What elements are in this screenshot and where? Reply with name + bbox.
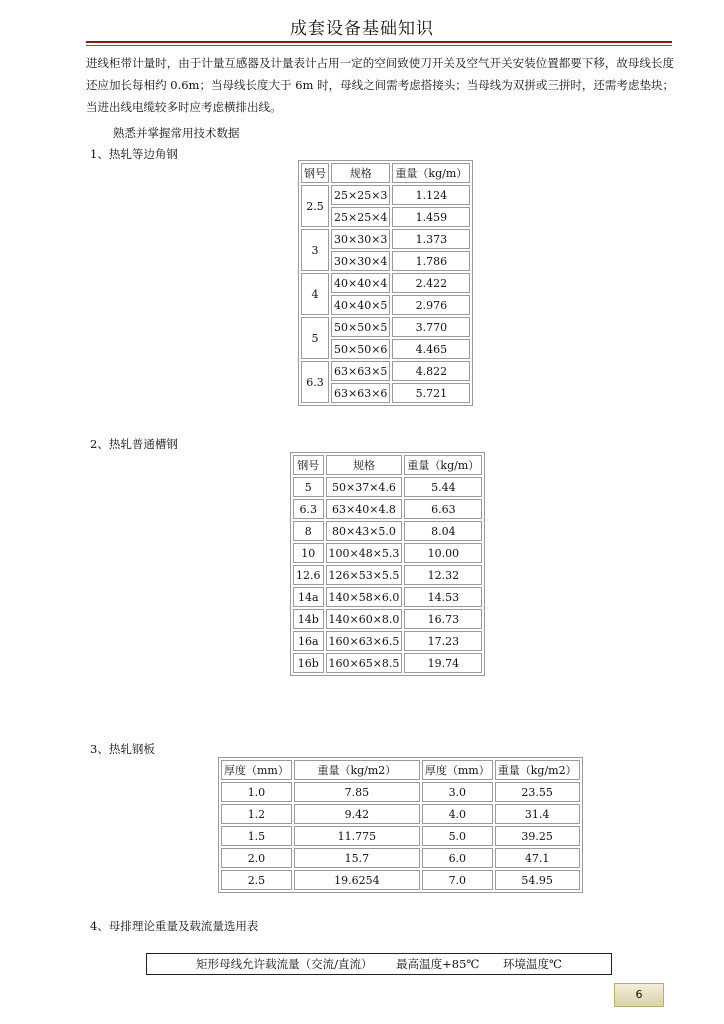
section3-title: 3、热轧钢板 — [90, 742, 155, 756]
column-header: 厚度（mm） — [422, 760, 493, 780]
table-row — [293, 631, 482, 651]
weight-cell: 14.53 — [404, 587, 482, 607]
weight-cell: 3.770 — [392, 317, 470, 337]
weight-cell: 19.74 — [404, 653, 482, 673]
header-rule-thin — [86, 45, 672, 46]
thickness-cell: 4.0 — [422, 804, 493, 824]
column-header: 钢号 — [301, 163, 329, 183]
spec-cell: 100×48×5.3 — [326, 543, 403, 563]
spec-cell: 50×37×4.6 — [326, 477, 403, 497]
weight-cell: 9.42 — [294, 804, 420, 824]
steel-number-cell: 10 — [293, 543, 324, 563]
weight-cell: 7.85 — [294, 782, 420, 802]
header-rule — [86, 41, 672, 43]
weight-cell: 8.04 — [404, 521, 482, 541]
weight-cell: 1.373 — [392, 229, 470, 249]
table-header-row — [301, 163, 470, 183]
weight-cell: 2.976 — [392, 295, 470, 315]
column-header: 重量（kg/m2） — [495, 760, 580, 780]
weight-cell: 31.4 — [495, 804, 580, 824]
weight-cell: 4.465 — [392, 339, 470, 359]
busbar-header-ampacity: 矩形母线允许载流量（交流/直流） — [196, 957, 373, 971]
table-row — [221, 782, 580, 802]
weight-cell: 16.73 — [404, 609, 482, 629]
busbar-header-max-temp: 最高温度+85℃ — [396, 957, 480, 971]
thickness-cell: 2.0 — [221, 848, 292, 868]
table-row — [301, 185, 470, 205]
weight-cell: 23.55 — [495, 782, 580, 802]
weight-cell: 5.44 — [404, 477, 482, 497]
table-header-row — [293, 455, 482, 475]
weight-cell: 5.721 — [392, 383, 470, 403]
thickness-cell: 1.5 — [221, 826, 292, 846]
column-header: 钢号 — [293, 455, 324, 475]
table-row — [221, 848, 580, 868]
weight-cell: 39.25 — [495, 826, 580, 846]
busbar-header-ambient-temp: 环境温度℃ — [502, 957, 562, 971]
column-header: 厚度（mm） — [221, 760, 292, 780]
steel-plate-table — [218, 757, 583, 893]
steel-number-cell: 6.3 — [293, 499, 324, 519]
table-row — [221, 804, 580, 824]
column-header: 重量（kg/m） — [392, 163, 470, 183]
table-row — [293, 587, 482, 607]
steel-number-cell: 12.6 — [293, 565, 324, 585]
steel-number-cell: 6.3 — [301, 361, 329, 403]
weight-cell: 11.775 — [294, 826, 420, 846]
weight-cell: 1.786 — [392, 251, 470, 271]
thickness-cell: 1.2 — [221, 804, 292, 824]
page-header-title: 成套设备基础知识 — [290, 19, 434, 39]
table-row — [293, 521, 482, 541]
spec-cell: 140×58×6.0 — [326, 587, 403, 607]
table-row — [293, 477, 482, 497]
steel-number-cell: 16a — [293, 631, 324, 651]
spec-cell: 25×25×3 — [331, 185, 390, 205]
thickness-cell: 1.0 — [221, 782, 292, 802]
table-row — [293, 609, 482, 629]
spec-cell: 140×60×8.0 — [326, 609, 403, 629]
spec-cell: 63×63×6 — [331, 383, 390, 403]
table-row — [293, 565, 482, 585]
weight-cell: 15.7 — [294, 848, 420, 868]
subheading: 熟悉并掌握常用技术数据 — [113, 126, 240, 140]
table-row — [293, 543, 482, 563]
spec-cell: 30×30×3 — [331, 229, 390, 249]
weight-cell: 1.459 — [392, 207, 470, 227]
column-header: 重量（kg/m） — [404, 455, 482, 475]
column-header: 规格 — [326, 455, 403, 475]
thickness-cell: 3.0 — [422, 782, 493, 802]
weight-cell: 54.95 — [495, 870, 580, 890]
weight-cell: 17.23 — [404, 631, 482, 651]
weight-cell: 12.32 — [404, 565, 482, 585]
steel-number-cell: 5 — [293, 477, 324, 497]
angle-steel-table — [298, 160, 473, 406]
steel-number-cell: 3 — [301, 229, 329, 271]
spec-cell: 63×40×4.8 — [326, 499, 403, 519]
spec-cell: 25×25×4 — [331, 207, 390, 227]
steel-number-cell: 8 — [293, 521, 324, 541]
table-row — [221, 870, 580, 890]
weight-cell: 4.822 — [392, 361, 470, 381]
steel-number-cell: 16b — [293, 653, 324, 673]
column-header: 规格 — [331, 163, 390, 183]
weight-cell: 19.6254 — [294, 870, 420, 890]
section2-title: 2、热轧普通槽钢 — [90, 437, 178, 451]
steel-number-cell: 2.5 — [301, 185, 329, 227]
table-header-row — [221, 760, 580, 780]
intro-paragraph: 进线柜带计量时，由于计量互感器及计量表计占用一定的空间致使刀开关及空气开关安装位置都要下移，故母线长度还应加长每相约 0.6m；当母线长度大于 6m 时，母线之间需考虑搭接头；当母线为双拼或三拼时，还需考虑垫块；当进出线电缆较多时应考虑横排出线。 — [86, 56, 674, 114]
thickness-cell: 2.5 — [221, 870, 292, 890]
spec-cell: 30×30×4 — [331, 251, 390, 271]
page-number: 6 — [614, 983, 664, 1007]
busbar-table-header — [146, 953, 612, 975]
spec-cell: 50×50×5 — [331, 317, 390, 337]
column-header: 重量（kg/m2） — [294, 760, 420, 780]
spec-cell: 40×40×4 — [331, 273, 390, 293]
weight-cell: 47.1 — [495, 848, 580, 868]
section4-title: 4、母排理论重量及载流量选用表 — [90, 919, 259, 933]
spec-cell: 126×53×5.5 — [326, 565, 403, 585]
spec-cell: 160×65×8.5 — [326, 653, 403, 673]
steel-number-cell: 14a — [293, 587, 324, 607]
thickness-cell: 6.0 — [422, 848, 493, 868]
steel-number-cell: 4 — [301, 273, 329, 315]
steel-number-cell: 14b — [293, 609, 324, 629]
table-row — [293, 653, 482, 673]
table-row — [301, 361, 470, 381]
thickness-cell: 5.0 — [422, 826, 493, 846]
spec-cell: 63×63×5 — [331, 361, 390, 381]
spec-cell: 80×43×5.0 — [326, 521, 403, 541]
table-row — [301, 229, 470, 249]
table-row — [221, 826, 580, 846]
steel-number-cell: 5 — [301, 317, 329, 359]
weight-cell: 1.124 — [392, 185, 470, 205]
channel-steel-table — [290, 452, 485, 676]
table-row — [301, 273, 470, 293]
table-row — [293, 499, 482, 519]
weight-cell: 10.00 — [404, 543, 482, 563]
weight-cell: 6.63 — [404, 499, 482, 519]
thickness-cell: 7.0 — [422, 870, 493, 890]
weight-cell: 2.422 — [392, 273, 470, 293]
spec-cell: 40×40×5 — [331, 295, 390, 315]
section1-title: 1、热轧等边角钢 — [90, 147, 178, 161]
spec-cell: 160×63×6.5 — [326, 631, 403, 651]
table-row — [301, 317, 470, 337]
spec-cell: 50×50×6 — [331, 339, 390, 359]
